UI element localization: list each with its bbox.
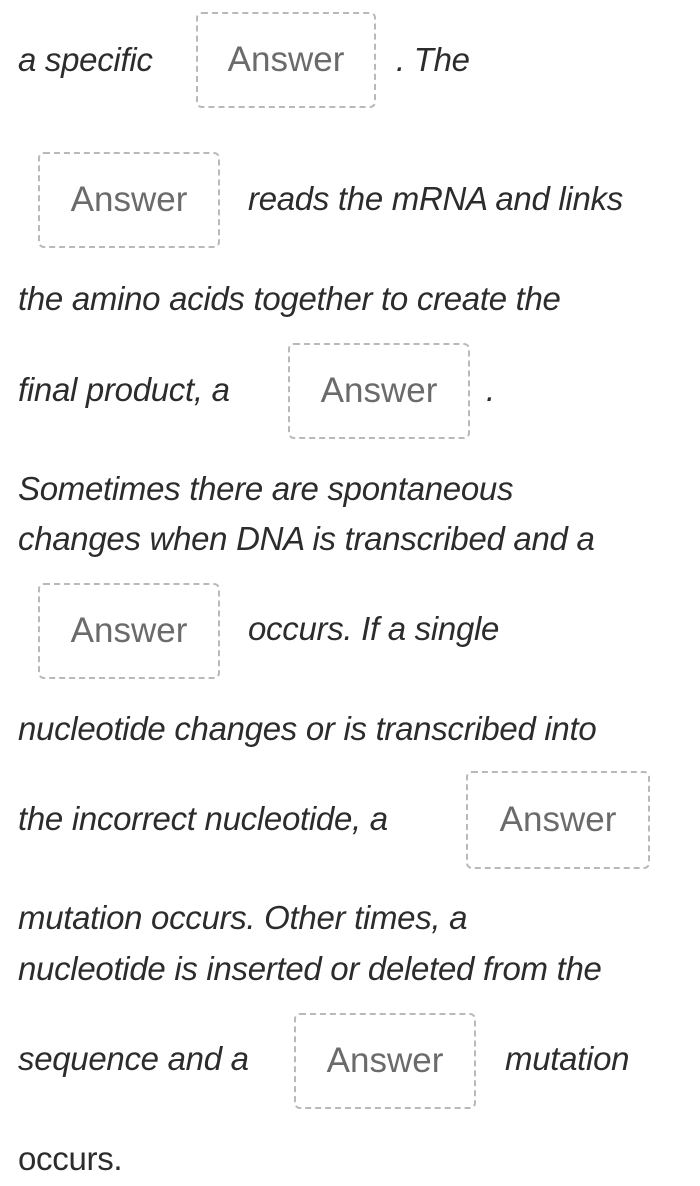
- answer-blank-3-label: Answer: [320, 371, 438, 410]
- passage-text-line7-end: occurs. If a single: [248, 610, 500, 647]
- answer-blank-3[interactable]: [288, 343, 470, 439]
- passage-text-line1-end: . The: [396, 41, 470, 78]
- passage-text-line12-end: mutation: [505, 1040, 630, 1077]
- passage-text-line12-start: sequence and a: [18, 1040, 249, 1077]
- answer-blank-6-label: Answer: [326, 1041, 444, 1080]
- passage-text-line5: Sometimes there are spontaneous: [18, 470, 514, 507]
- passage-text-line4-start: final product, a: [18, 371, 230, 408]
- passage-text-line1-start: a specific: [18, 41, 153, 78]
- answer-blank-1-label: Answer: [227, 40, 345, 79]
- answer-blank-4-label: Answer: [70, 611, 188, 650]
- passage-text-line11: nucleotide is inserted or deleted from the: [18, 950, 602, 987]
- passage-text-line8: nucleotide changes or is transcribed into: [18, 710, 597, 747]
- passage-text-line3: the amino acids together to create the: [18, 280, 561, 317]
- answer-blank-4[interactable]: [38, 583, 220, 679]
- answer-blank-5[interactable]: [466, 771, 650, 869]
- passage-text-line6: changes when DNA is transcribed and a: [18, 520, 595, 557]
- answer-blank-2[interactable]: [38, 152, 220, 248]
- passage-text-line2-end: reads the mRNA and links: [248, 180, 623, 217]
- passage-text-line9-start: the incorrect nucleotide, a: [18, 800, 388, 837]
- passage-text-line4-end: .: [486, 371, 495, 408]
- passage-text-line13: occurs.: [18, 1140, 123, 1177]
- answer-blank-2-label: Answer: [70, 180, 188, 219]
- passage-text-line10: mutation occurs. Other times, a: [18, 899, 468, 936]
- answer-blank-5-label: Answer: [499, 800, 617, 839]
- answer-blank-1[interactable]: [196, 12, 376, 108]
- answer-blank-6[interactable]: [294, 1013, 476, 1109]
